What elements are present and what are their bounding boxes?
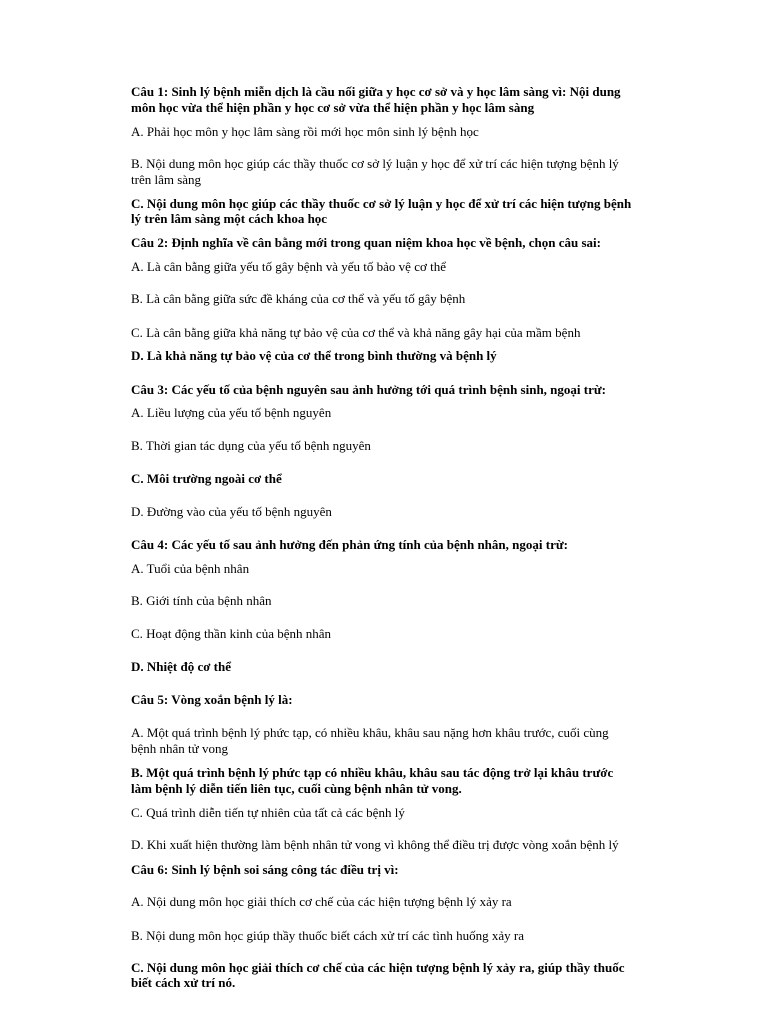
q6-option-b: B. Nội dung môn học giúp thầy thuốc biết cách xử trí các tình huống xảy ra <box>131 928 524 943</box>
q3-option-c: C. Môi trường ngoài cơ thể <box>131 471 282 486</box>
q2-title: Câu 2: Định nghĩa về cân bằng mới trong quan niệm khoa học về bệnh, chọn câu sai: <box>131 235 601 250</box>
q1-title-line1: Câu 1: Sinh lý bệnh miễn dịch là cầu nối giữa y học cơ sở và y học lâm sàng vì: Nội dung <box>131 84 621 99</box>
q4-title: Câu 4: Các yếu tố sau ảnh hưởng đến phản ứng tính của bệnh nhân, ngoại trừ: <box>131 537 568 552</box>
q2-option-b: B. Là cân bằng giữa sức đề kháng của cơ thể và yếu tố gây bệnh <box>131 291 466 306</box>
q6-title: Câu 6: Sinh lý bệnh soi sáng công tác điều trị vì: <box>131 862 399 877</box>
q1-option-c-line2: lý trên lâm sàng một cách khoa học <box>131 211 328 226</box>
q6-option-c-line2: biết cách xử trí nó. <box>131 975 236 990</box>
q5-title: Câu 5: Vòng xoắn bệnh lý là: <box>131 692 293 707</box>
q1-option-b-line1: B. Nội dung môn học giúp các thầy thuốc cơ sở lý luận y học để xử trí các hiện tượng bệnh lý <box>131 156 619 171</box>
q4-option-b: B. Giới tính của bệnh nhân <box>131 593 272 608</box>
q1-option-c-line1: C. Nội dung môn học giúp các thầy thuốc cơ sở lý luận y học để xử trí các hiện tượng bệnh <box>131 196 632 211</box>
q5-option-b-line1: B. Một quá trình bệnh lý phức tạp có nhiều khâu, khâu sau tác động trở lại khâu trước <box>131 765 614 780</box>
q5-option-a-line1: A. Một quá trình bệnh lý phức tạp, có nhiều khâu, khâu sau nặng hơn khâu trước, cuối cùng <box>131 725 609 740</box>
q3-title: Câu 3: Các yếu tố của bệnh nguyên sau ảnh hưởng tới quá trình bệnh sinh, ngoại trừ: <box>131 382 606 397</box>
q5-option-a-line2: bệnh nhân tử vong <box>131 741 228 756</box>
q5-option-b-line2: làm bệnh lý diễn tiến liên tục, cuối cùng bệnh nhân tử vong. <box>131 781 462 796</box>
q5-option-d: D. Khi xuất hiện thường làm bệnh nhân tử vong vì không thể điều trị được vòng xoắn bệnh lý <box>131 837 619 852</box>
q5-option-c: C. Quá trình diễn tiến tự nhiên của tất cả các bệnh lý <box>131 805 405 820</box>
q4-option-d: D. Nhiệt độ cơ thể <box>131 659 231 674</box>
q2-option-c: C. Là cân bằng giữa khả năng tự bảo vệ của cơ thể và khả năng gây hại của mầm bệnh <box>131 325 581 340</box>
q4-option-c: C. Hoạt động thần kinh của bệnh nhân <box>131 626 332 641</box>
q6-option-c-line1: C. Nội dung môn học giải thích cơ chế của các hiện tượng bệnh lý xảy ra, giúp thầy thuốc <box>131 960 625 975</box>
q2-option-d: D. Là khả năng tự bảo vệ của cơ thể trong bình thường và bệnh lý <box>131 348 497 363</box>
q6-option-a: A. Nội dung môn học giải thích cơ chế của các hiện tượng bệnh lý xảy ra <box>131 894 512 909</box>
q3-option-b: B. Thời gian tác dụng của yếu tố bệnh nguyên <box>131 438 371 453</box>
q1-title-line2: môn học vừa thể hiện phần y học cơ sở vừa thể hiện phần y học lâm sàng <box>131 100 535 115</box>
q3-option-d: D. Đường vào của yếu tố bệnh nguyên <box>131 504 332 519</box>
q4-option-a: A. Tuổi của bệnh nhân <box>131 561 250 576</box>
q1-option-b-line2: trên lâm sàng <box>131 172 202 187</box>
q2-option-a: A. Là cân bằng giữa yếu tố gây bệnh và yếu tố bảo vệ cơ thể <box>131 259 446 274</box>
q3-option-a: A. Liều lượng của yếu tố bệnh nguyên <box>131 405 332 420</box>
q1-option-a: A. Phải học môn y học lâm sàng rồi mới học môn sinh lý bệnh học <box>131 124 479 139</box>
